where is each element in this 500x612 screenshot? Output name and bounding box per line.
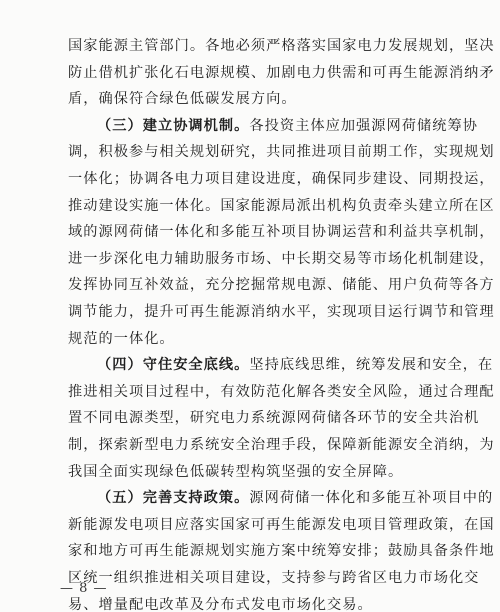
line-text: 家和地方可再生能源规划实施方案中统筹安排；鼓励具备条件地 (68, 543, 495, 560)
page-number: — 8 — (60, 581, 108, 596)
text-line (0, 193, 500, 219)
line-text: 进一步深化电力辅助服务市场、中长期交易等市场化机制建设， (68, 250, 495, 267)
line-text: 制，探索新型电力系统安全治理手段，保障新能源安全消纳，为 (68, 437, 495, 453)
line-text: 区统一组织推进相关项目建设，支持参与跨省区电力市场化交 (68, 570, 480, 586)
line-text: 推动建设实施一体化。国家能源局派出机构负责牵头建立所在区 (68, 197, 495, 214)
line-text: 发挥协同互补效益，充分挖掘常规电源、储能、用户负荷等各方 (68, 277, 495, 294)
text-line (0, 113, 500, 139)
text-line (0, 60, 500, 86)
text-line (0, 33, 500, 59)
section-heading: （五）完善支持政策。 (97, 490, 250, 507)
text-line (0, 538, 500, 564)
text-line (0, 512, 500, 538)
text-line (0, 459, 500, 485)
text-line (0, 86, 500, 112)
text-line (0, 432, 500, 458)
text-line (0, 405, 500, 431)
text-line (0, 299, 500, 325)
section-heading: （三）建立协调机制。 (97, 117, 250, 134)
section-heading: （四）守住安全底线。 (97, 357, 250, 374)
line-text: 防止借机扩张化石电源规模、加剧电力供需和可再生能源消纳矛 (68, 64, 495, 81)
line-text: 坚持底线思维，统筹发展和安全，在 (249, 357, 494, 374)
text-line (0, 139, 500, 165)
text-line (0, 326, 500, 352)
line-text: 置不同电源类型，研究电力系统源网荷储各环节的安全共治机 (68, 410, 480, 427)
line-text: 易、增量配电改革及分布式发电市场化交易。 (68, 596, 373, 612)
line-text: 盾，确保符合绿色低碳发展方向。 (68, 91, 297, 108)
line-text: 域的源网荷储一体化和多能互补项目协调运营和利益共享机制， (68, 224, 495, 241)
line-text: 调，积极参与相关规划研究，共同推进项目前期工作，实现规划 (68, 144, 495, 161)
line-text: 各投资主体应加强源网荷储统筹协 (249, 117, 478, 134)
line-text: 源网荷储一体化和多能互补项目中的 (249, 490, 494, 507)
text-line (0, 272, 500, 298)
text-line (0, 219, 500, 245)
line-text: 新能源发电项目应落实国家可再生能源发电项目管理政策，在国 (68, 516, 495, 533)
text-line (0, 485, 500, 511)
line-text: 推进相关项目过程中，有效防范化解各类安全风险，通过合理配 (68, 383, 495, 400)
text-line (0, 379, 500, 405)
text-line (0, 246, 500, 272)
line-text: 我国全面实现绿色低碳转型构筑坚强的安全屏障。 (68, 463, 404, 480)
line-text: 一体化；协调各电力项目建设进度，确保同步建设、同期投运， (68, 171, 495, 187)
text-line (0, 166, 500, 192)
text-line (0, 352, 500, 378)
line-text: 国家能源主管部门。各地必须严格落实国家电力发展规划，坚决 (68, 38, 495, 54)
line-text: 调节能力，提升可再生能源消纳水平，实现项目运行调节和管理 (68, 304, 495, 320)
line-text: 规范的一体化。 (68, 330, 175, 347)
